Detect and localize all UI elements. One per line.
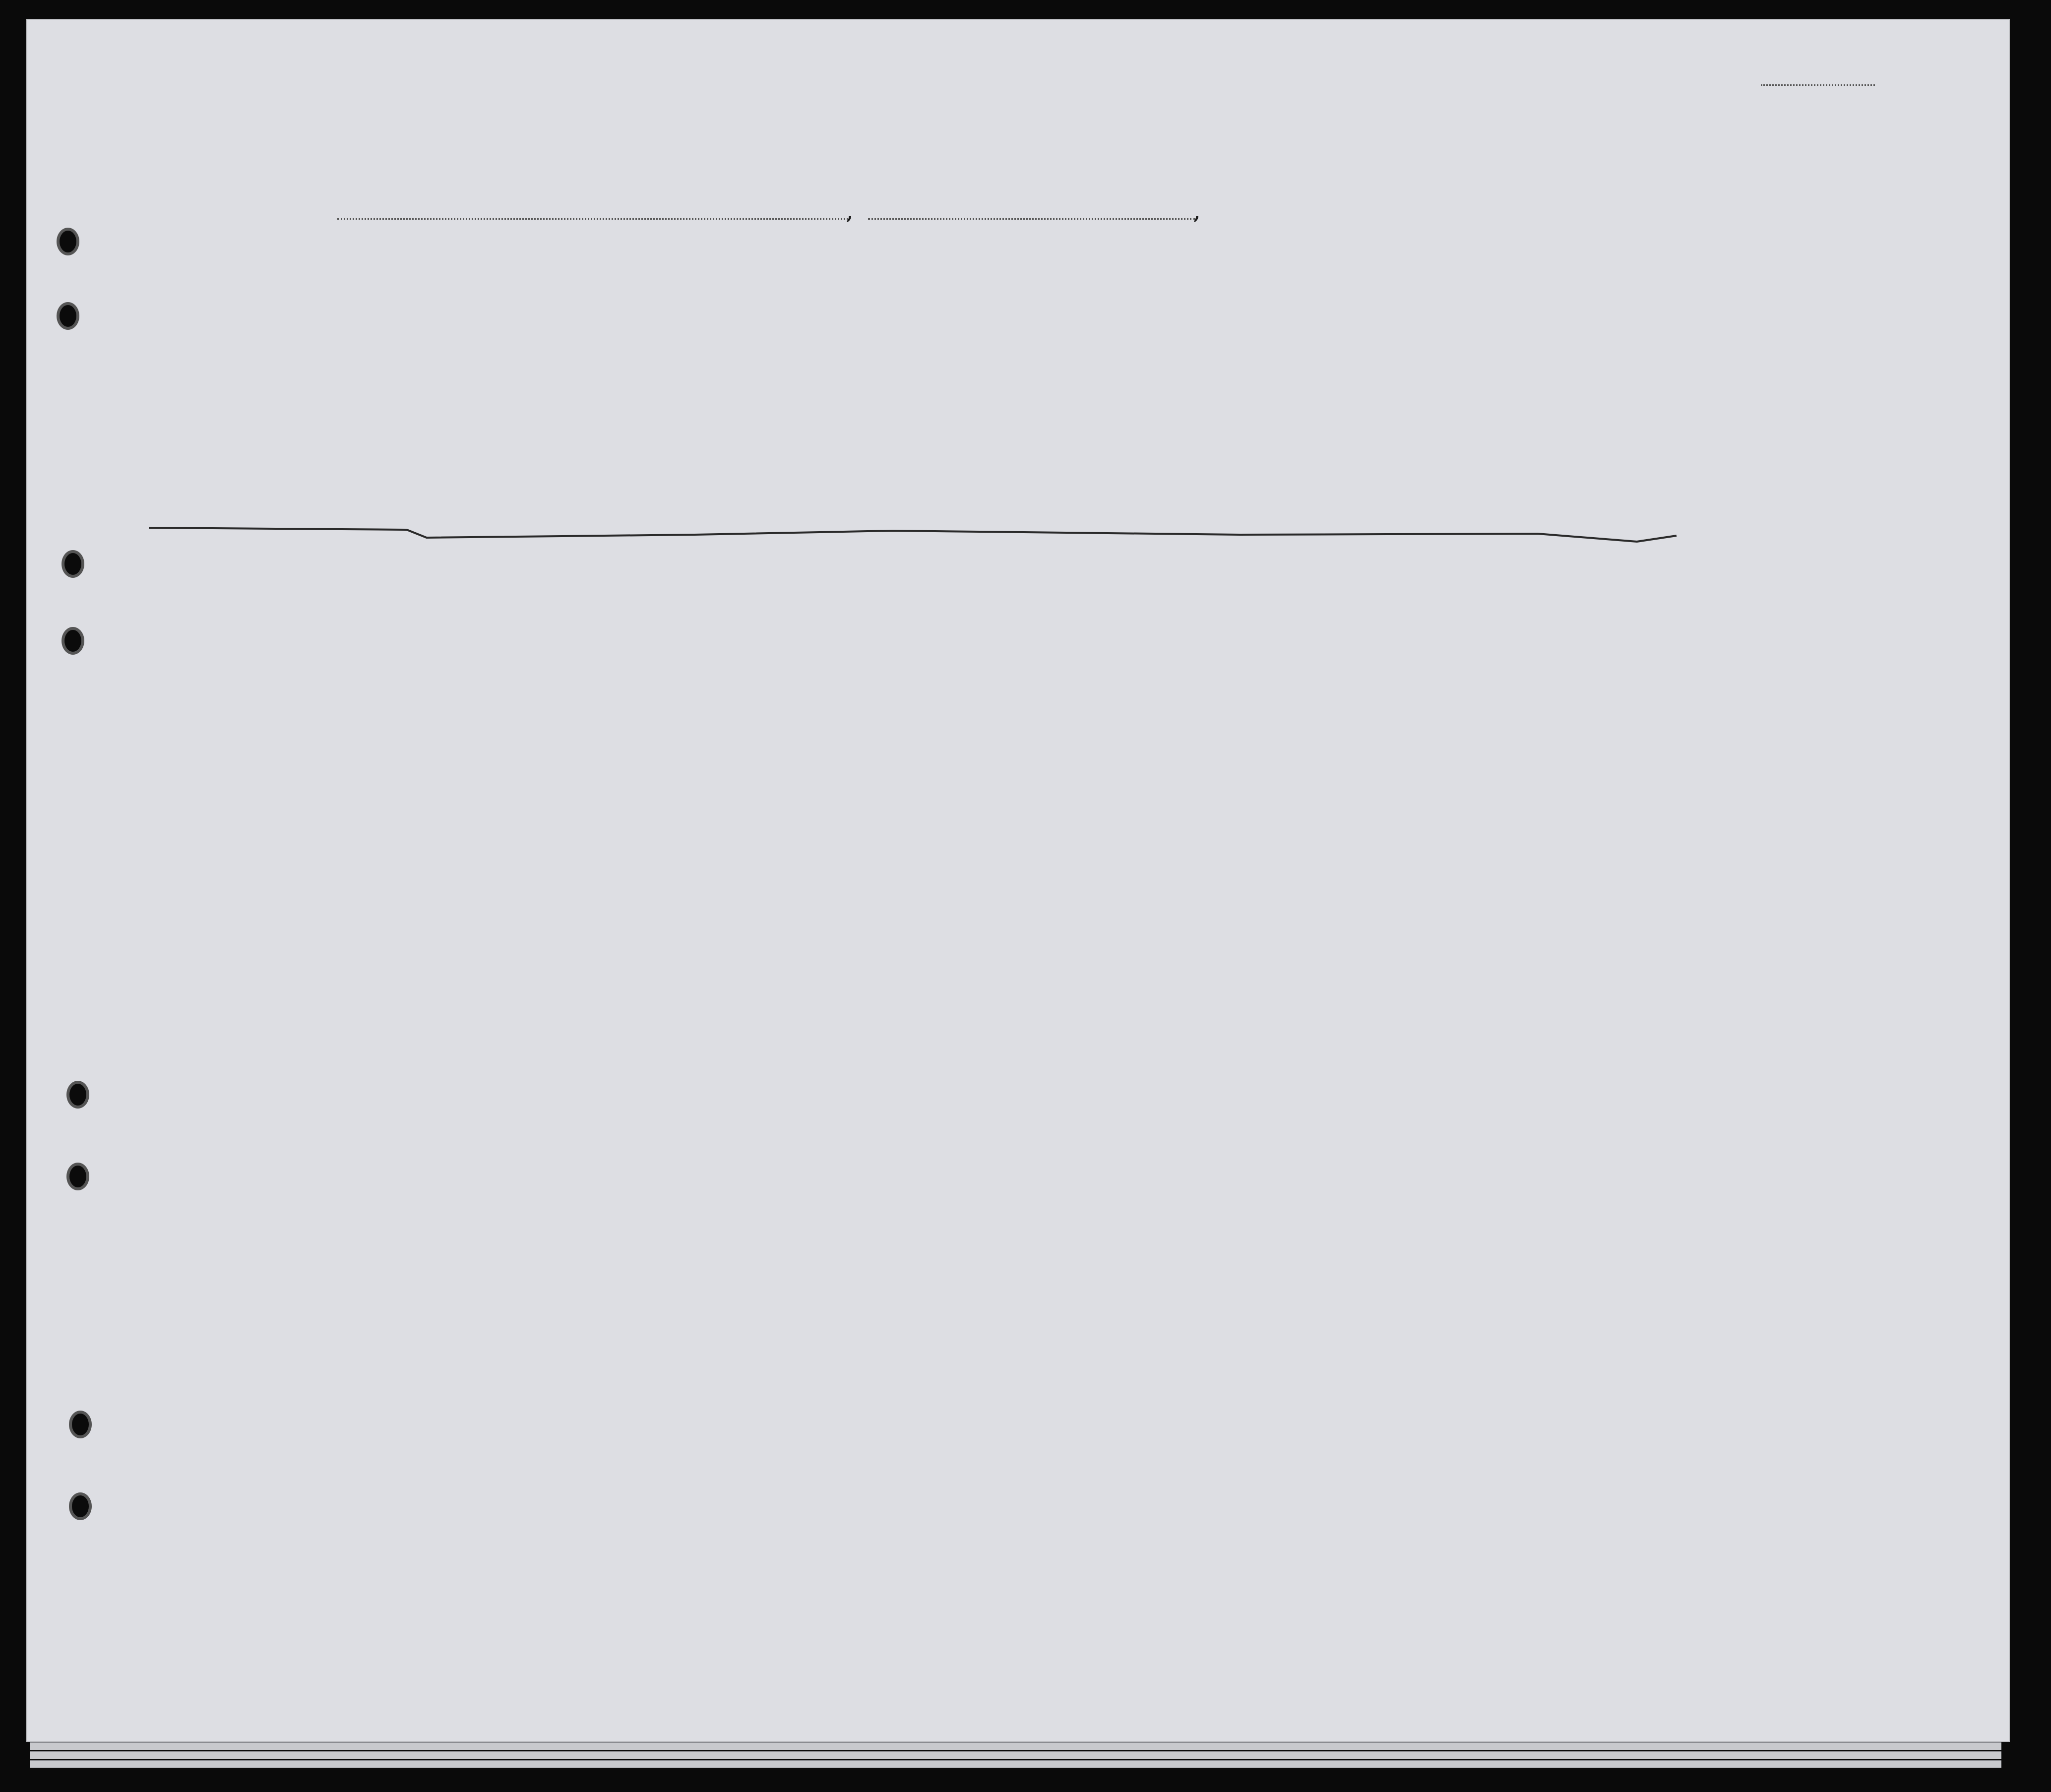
strike-line	[149, 521, 1686, 546]
header-prison	[1282, 278, 1324, 402]
header-ticket	[570, 278, 600, 407]
header-anarchist	[1354, 278, 1379, 402]
header-q30	[1478, 278, 1500, 402]
header-feet	[1643, 337, 1663, 397]
header-purpose-citizen	[1247, 303, 1277, 402]
header-q29	[1436, 278, 1476, 402]
header-purpose-return	[1173, 303, 1213, 402]
header-q31	[1503, 278, 1525, 402]
header-polygamist	[1327, 278, 1352, 402]
header-inches	[1666, 337, 1685, 397]
header-q28	[1384, 278, 1433, 402]
header-possession-50	[699, 278, 729, 407]
header-purpose-length	[1215, 303, 1245, 402]
